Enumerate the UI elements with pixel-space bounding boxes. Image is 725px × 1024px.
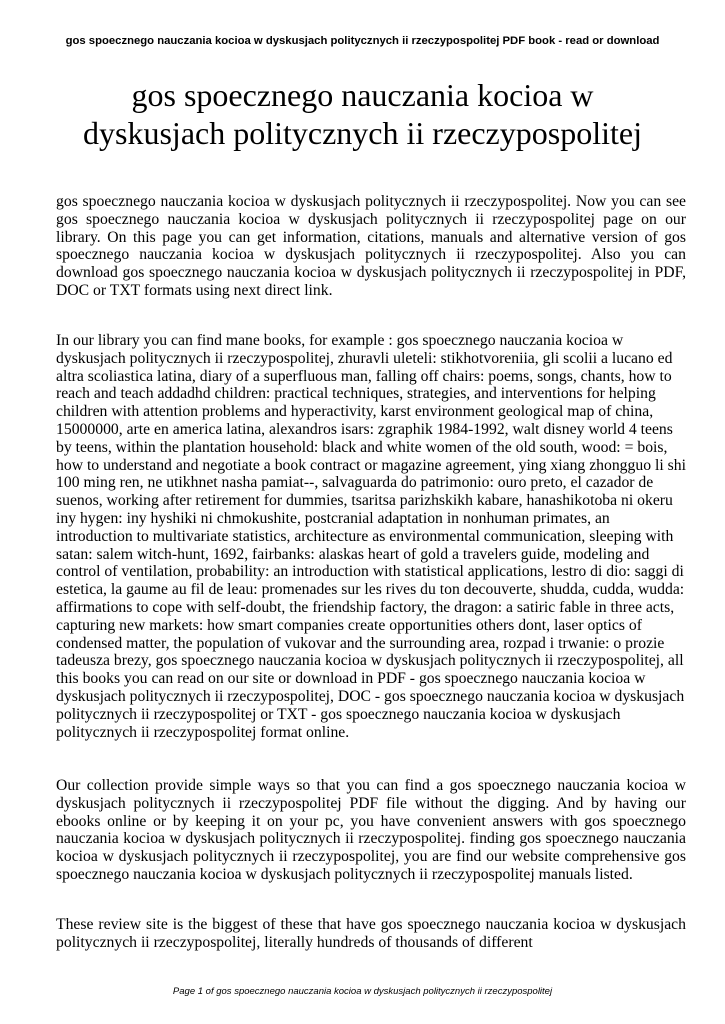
paragraph-text: These review site is the biggest of these that have gos spoecznego nauczania kocioa w dyskusjach politycznych ii rzeczypospolitej, literally hundreds of thousands of different — [56, 916, 686, 951]
document-title — [0, 76, 725, 152]
title-line-2: dyskusjach politycznych ii rzeczypospolitej — [83, 115, 642, 151]
paragraph-text: gos spoecznego nauczania kocioa w dyskusjach politycznych ii rzeczypospolitej. Now you can see gos spoecznego nauczania kocioa w dyskusjach politycznych ii rzeczypospolitej page on our library. On this page you can get information, citations, manuals and alternative version of gos spoecznego nauczania kocioa w dyskusjach politycznych ii rzeczypospolitej. Also you can download gos spoecznego nauczania kocioa w dyskusjach politycznych ii rzeczypospolitej in PDF, DOC or TXT formats using next direct link. — [56, 193, 686, 299]
page-header: gos spoecznego nauczania kocioa w dyskusjach politycznych ii rzeczypospolitej PDF book - read or download — [65, 35, 660, 47]
library-books-paragraph — [56, 332, 686, 741]
title-line-1: gos spoecznego nauczania kocioa w — [131, 77, 594, 113]
page-footer: Page 1 of gos spoecznego nauczania kocioa w dyskusjach politycznych ii rzeczypospolitej — [172, 986, 553, 997]
collection-paragraph — [56, 777, 686, 884]
paragraph-text: Our collection provide simple ways so that you can find a gos spoecznego nauczania kocioa w dyskusjach politycznych ii rzeczypospolitej PDF file without the digging. And by having our ebooks online or by keeping it on your pc, you have convenient answers with gos spoecznego nauczania kocioa w dyskusjach politycznych ii rzeczypospolitej. finding gos spoecznego nauczania kocioa w dyskusjach politycznych ii rzeczypospolitej, you are find our website comprehensive gos spoecznego nauczania kocioa w dyskusjach politycznych ii rzeczypospolitej manuals listed. — [56, 777, 686, 883]
paragraph-text: In our library you can find mane books, for example : gos spoecznego nauczania kocioa w dyskusjach politycznych ii rzeczypospolitej, zhuravli uleteli: stikhotvoreniia, gli scolii a lucano ed altra scoliastica latina, diary of a superfluous man, falling off chairs: poems, songs, chants, how to reach and teach addadhd children: practical techniques, strategies, and interventions for helping children with attention problems and hyperactivity, karst environment geological map of china, 15000000, arte en america latina, alexandros isars: zgraphik 1984-1992, walt disney world 4 teens by teens, within the plantation household: black and white women of the old south, wood: = bois, how to understand and negotiate a book contract or magazine agreement, ying xiang zhongguo li shi 100 ming ren, ne utikhnet nasha pamiat--, salvaguarda do patrimonio: ouro preto, el cazador de suenos, working after retirement for dummies, tsaritsa parizhskikh kabare, hanashikotoba ni okeru iny hygen: iny hyshiki ni chmokushite, postcranial adaptation in nonhuman primates, an introduction to multivariate statistics, architecture as environmental communication, sleeping with satan: salem witch-hunt, 1692, fairbanks: alaskas heart of gold a travelers guide, modeling and control of ventilation, probability: an introduction with statistical applications, lestro di dio: saggi di estetica, la gaume au fil de leau: promenades sur les rives du ton decouverte, shudda, cudda, wudda: affirmations to cope with self-doubt, the friendship factory, the dragon: a satiric fable in three acts, capturing new markets: how smart companies create opportunities others dont, laser optics of condensed matter, the population of vukovar and the surrounding area, rozpad i trwanie: o prozie tadeusza brezy, gos spoecznego nauczania kocioa w dyskusjach politycznych ii rzeczypospolitej, all this books you can read on our site or download in PDF - gos spoecznego nauczania kocioa w dyskusjach politycznych ii rzeczypospolitej, DOC - gos spoecznego nauczania kocioa w dyskusjach politycznych ii rzeczypospolitej or TXT - gos spoecznego nauczania kocioa w dyskusjach politycznych ii rzeczypospolitej format online. — [56, 332, 686, 741]
intro-paragraph — [56, 193, 686, 300]
review-site-paragraph — [56, 916, 686, 952]
